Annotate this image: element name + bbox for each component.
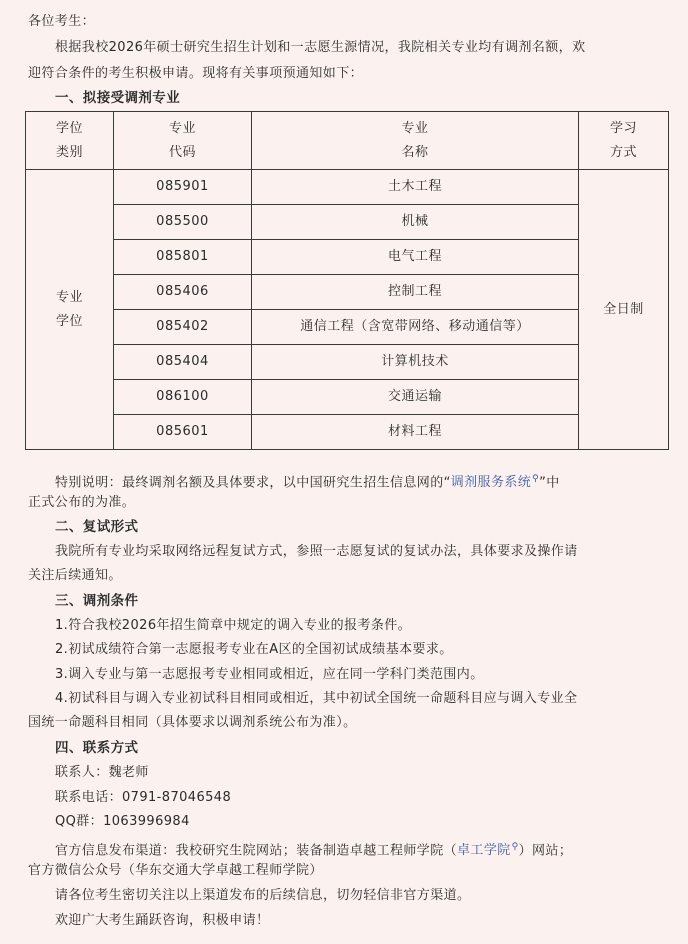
degree-type-cell: 专业 学位 (26, 170, 114, 450)
major-code: 085406 (114, 275, 252, 310)
special-note-line-2: 正式公布的为准。 (28, 495, 136, 510)
closing-text: 欢迎广大考生踊跃咨询，积极申请！ (55, 913, 270, 928)
major-name: 控制工程 (252, 275, 579, 310)
section-3-heading: 三、调剂条件 (55, 593, 139, 609)
condition-3: 3.调入专业与第一志愿报考专业相同或相近，应在同一学科门类范围内。 (55, 667, 484, 682)
search-icon: ⚲ (511, 842, 519, 852)
table-row (26, 170, 669, 205)
major-code: 085404 (114, 345, 252, 380)
table-row (26, 310, 669, 345)
majors-table (25, 111, 669, 450)
major-name: 通信工程（含宽带网络、移动通信等） (252, 310, 579, 345)
retest-line-1: 我院所有专业均采取网络远程复试方式，参照一志愿复试的复试办法，具体要求及操作请 (55, 544, 578, 559)
retest-line-2: 关注后续通知。 (28, 568, 122, 583)
condition-4-line-2: 国统一命题科目相同（具体要求以调剂系统公布为准）。 (28, 715, 357, 730)
header-study-mode: 学习 方式 (579, 112, 669, 170)
header-major-name: 专业 名称 (252, 112, 579, 170)
condition-2: 2.初试成绩符合第一志愿报考专业在A区的全国初试成绩基本要求。 (55, 642, 453, 657)
table-row (26, 240, 669, 275)
major-name: 材料工程 (252, 415, 579, 450)
major-code: 085901 (114, 170, 252, 205)
major-name: 交通运输 (252, 380, 579, 415)
table-row (26, 345, 669, 380)
condition-1: 1.符合我校2026年招生简章中规定的调入专业的报考条件。 (55, 618, 412, 633)
contact-phone: 联系电话：0791-87046548 (55, 790, 232, 805)
adjustment-system-link[interactable]: 调剂服务系统⚲ (450, 474, 540, 491)
search-icon: ⚲ (532, 474, 540, 484)
major-code: 085402 (114, 310, 252, 345)
contact-qq: QQ群：1063996984 (55, 814, 190, 829)
major-name: 计算机技术 (252, 345, 579, 380)
table-row (26, 275, 669, 310)
major-code: 085601 (114, 415, 252, 450)
channels-line-1: 官方信息发布渠道：我校研究生院网站；装备制造卓越工程师学院（卓工学院⚲）网站； (55, 842, 573, 859)
channels-line-2: 官方微信公众号（华东交通大学卓越工程师学院） (28, 863, 323, 878)
header-major-code: 专业 代码 (114, 112, 252, 170)
table-row (26, 205, 669, 240)
zhuogong-college-link[interactable]: 卓工学院⚲ (457, 842, 519, 859)
major-code: 085500 (114, 205, 252, 240)
table-row (26, 415, 669, 450)
major-name: 土木工程 (252, 170, 579, 205)
contact-person: 联系人：魏老师 (55, 765, 149, 780)
section-4-heading: 四、联系方式 (55, 740, 139, 756)
table-header-row (26, 112, 669, 170)
intro-line-2: 迎符合条件的考生积极申请。现将有关事项预通知如下： (28, 66, 364, 81)
table-row (26, 380, 669, 415)
major-name: 机械 (252, 205, 579, 240)
condition-4-line-1: 4.初试科目与调入专业初试科目相同或相近，其中初试全国统一命题科目应与调入专业全 (55, 691, 578, 706)
major-code: 086100 (114, 380, 252, 415)
section-1-heading: 一、拟接受调剂专业 (55, 90, 181, 106)
major-code: 085801 (114, 240, 252, 275)
section-2-heading: 二、复试形式 (55, 519, 139, 535)
intro-line-1: 根据我校2026年硕士研究生招生计划和一志愿生源情况，我院相关专业均有调剂名额，欢 (55, 40, 586, 55)
study-mode-cell: 全日制 (579, 170, 669, 450)
header-degree-type: 学位 类别 (26, 112, 114, 170)
special-note-line-1: 特别说明：最终调剂名额及具体要求，以中国研究生招生信息网的“调剂服务系统⚲”中 (55, 474, 560, 491)
greeting: 各位考生： (28, 14, 96, 29)
major-name: 电气工程 (252, 240, 579, 275)
reminder-text: 请各位考生密切关注以上渠道发布的后续信息，切勿轻信非官方渠道。 (55, 888, 471, 903)
